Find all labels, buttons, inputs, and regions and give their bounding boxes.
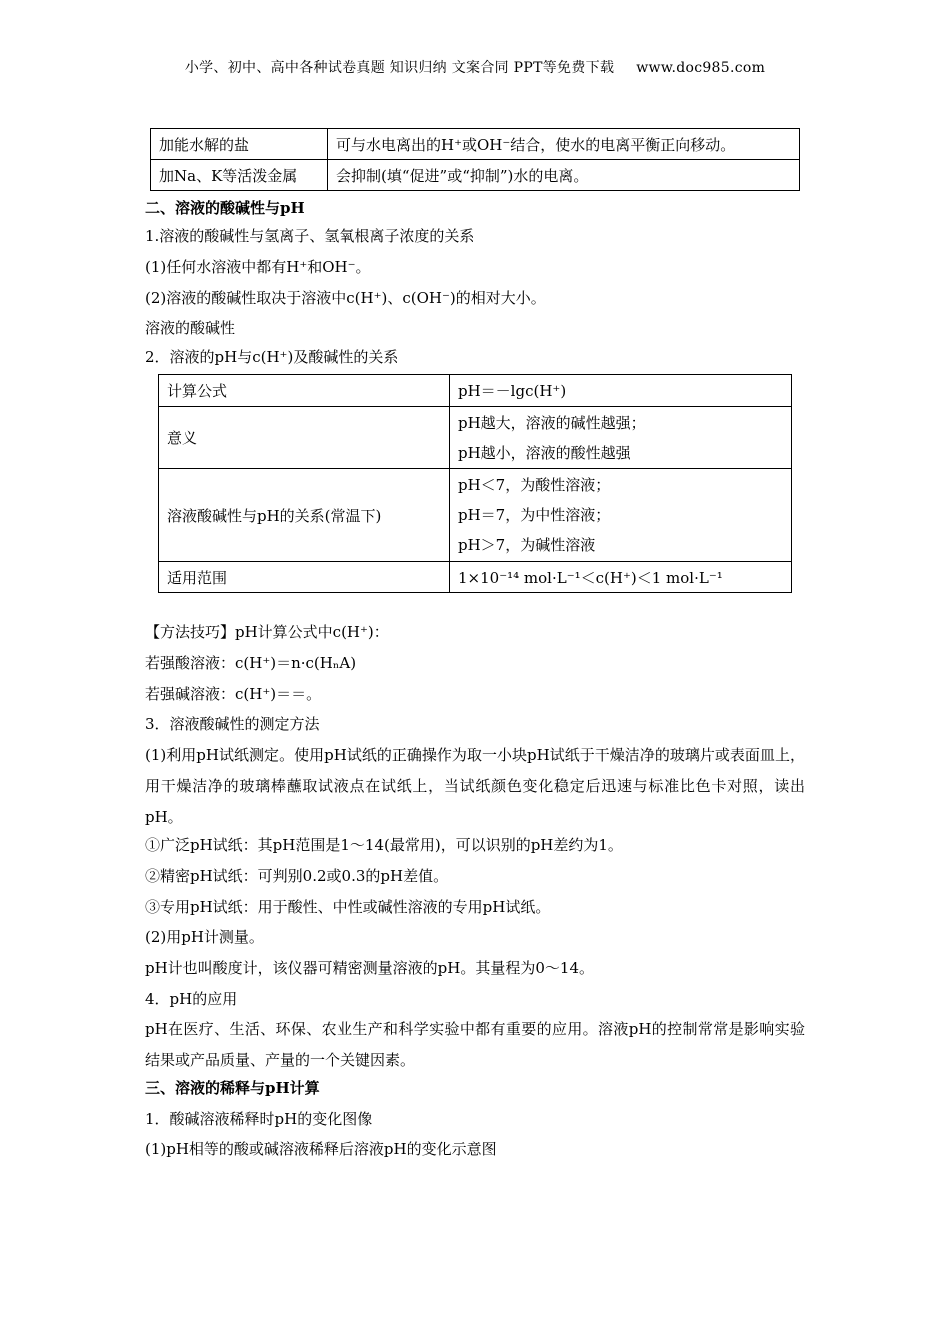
list-item: ①广泛pH试纸：其pH范围是1～14(最常用)，可以识别的pH差约为1。 <box>145 836 623 854</box>
paragraph: (1)任何水溶液中都有H⁺和OH⁻。 <box>145 258 371 276</box>
table-row <box>159 562 792 593</box>
header-url: www.doc985.com <box>636 60 766 76</box>
section-heading: 二、溶液的酸碱性与pH <box>145 199 305 217</box>
page-header <box>0 57 950 77</box>
list-item: ②精密pH试纸：可判别0.2或0.3的pH差值。 <box>145 867 449 885</box>
table-row <box>159 407 792 469</box>
header-text: 小学、初中、高中各种试卷真题 知识归纳 文案合同 PPT等免费下载 <box>184 60 615 76</box>
table-cell <box>450 407 792 469</box>
ph-relationship-table <box>158 374 792 593</box>
cell-line: pH越小，溶液的酸性越强 <box>458 443 631 462</box>
subsection-heading: 1．酸碱溶液稀释时pH的变化图像 <box>145 1110 373 1128</box>
cell-line: pH＜7，为酸性溶液； <box>458 476 611 494</box>
paragraph: (2)用pH计测量。 <box>145 928 264 946</box>
paragraph: 溶液的酸碱性 <box>145 319 236 337</box>
table-row <box>159 469 792 562</box>
table-cell: 1×10⁻¹⁴ mol·L⁻¹＜c(H⁺)＜1 mol·L⁻¹ <box>450 562 792 593</box>
cell-line: pH越大，溶液的碱性越强； <box>458 413 646 432</box>
table-cell: 意义 <box>159 407 450 469</box>
table-row <box>159 375 792 407</box>
table-cell: 可与水电离出的H⁺或OH⁻结合，使水的电离平衡正向移动。 <box>328 129 800 160</box>
paragraph: 若强碱溶液：c(H⁺)＝＝。 <box>145 685 322 703</box>
subsection-heading: 3．溶液酸碱性的测定方法 <box>145 715 320 733</box>
table-cell: 加Na、K等活泼金属 <box>151 160 328 191</box>
section-heading: 三、溶液的稀释与pH计算 <box>145 1079 320 1097</box>
cell-line: pH＝7，为中性溶液； <box>458 506 611 524</box>
subsection-heading: 2．溶液的pH与c(H⁺)及酸碱性的关系 <box>145 348 399 366</box>
table-cell: 加能水解的盐 <box>151 129 328 160</box>
cell-line: pH＞7，为碱性溶液 <box>458 536 596 554</box>
tips-heading: 【方法技巧】pH计算公式中c(H⁺)： <box>145 623 389 641</box>
paragraph: (1)pH相等的酸或碱溶液稀释后溶液pH的变化示意图 <box>145 1140 497 1158</box>
table-cell: 适用范围 <box>159 562 450 593</box>
table-cell: 会抑制(填“促进”或“抑制”)水的电离。 <box>328 160 800 191</box>
paragraph: (1)利用pH试纸测定。使用pH试纸的正确操作为取一小块pH试纸于干燥洁净的玻璃片或表面皿上，用干燥洁净的玻璃棒蘸取试液点在试纸上，当试纸颜色变化稳定后迅速与标准比色卡对照，读出pH。 <box>145 746 805 826</box>
table-cell <box>450 469 792 562</box>
table-cell: pH＝－lgc(H⁺) <box>450 375 792 407</box>
table-cell: 计算公式 <box>159 375 450 407</box>
paragraph: pH在医疗、生活、环保、农业生产和科学实验中都有重要的应用。溶液pH的控制常常是影响实验结果或产品质量、产量的一个关键因素。 <box>145 1020 805 1069</box>
paragraph: (2)溶液的酸碱性取决于溶液中c(H⁺)、c(OH⁻)的相对大小。 <box>145 289 546 307</box>
table-row <box>151 129 800 160</box>
table-row <box>151 160 800 191</box>
subsection-heading: 4．pH的应用 <box>145 990 238 1008</box>
paragraph: 若强酸溶液：c(H⁺)＝n·c(HₙA) <box>145 654 357 672</box>
water-ionization-table <box>150 128 800 191</box>
subsection-heading: 1.溶液的酸碱性与氢离子、氢氧根离子浓度的关系 <box>145 227 475 245</box>
table-cell: 溶液酸碱性与pH的关系(常温下) <box>159 469 450 562</box>
paragraph: pH计也叫酸度计，该仪器可精密测量溶液的pH。其量程为0～14。 <box>145 959 594 977</box>
list-item: ③专用pH试纸：用于酸性、中性或碱性溶液的专用pH试纸。 <box>145 898 551 916</box>
